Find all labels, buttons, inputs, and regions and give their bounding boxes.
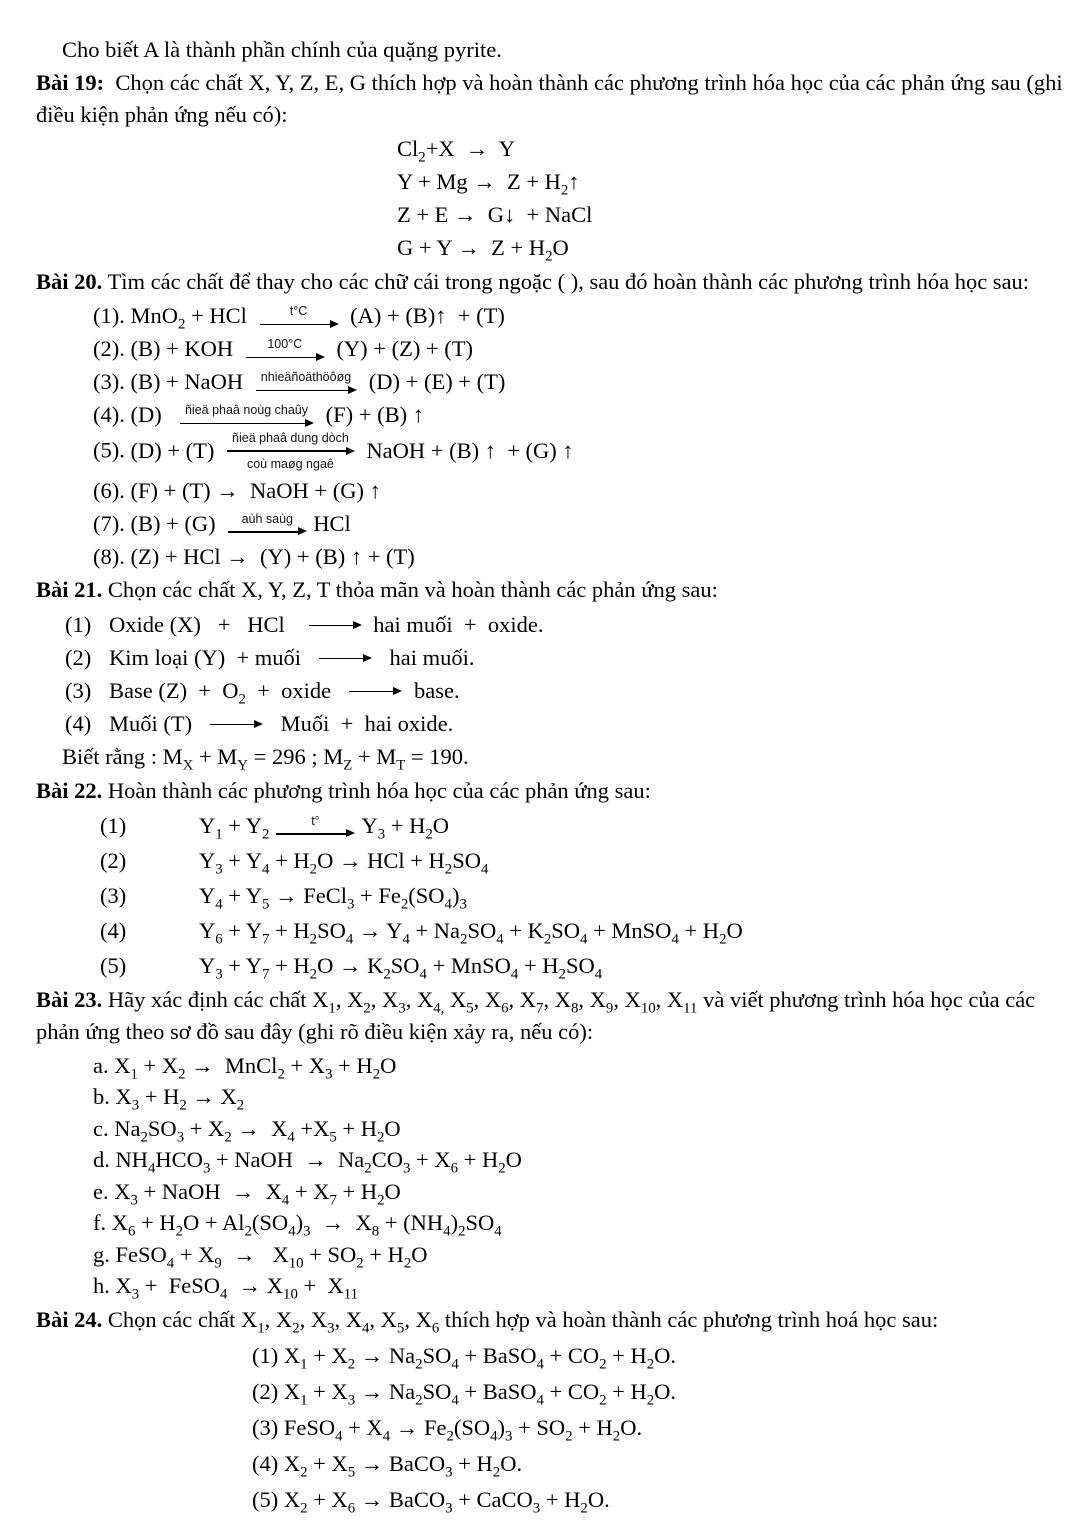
subscript: 2 (383, 966, 391, 983)
equation-formula: FeSO$_4$ + $X_4 \to Fe_2(SO_4)_3 + SO_2 + H_2O$. (278, 1414, 643, 1445)
subscript: 3 (303, 1223, 311, 1240)
equation-line (93, 432, 1063, 473)
subscript: 9 (605, 1000, 614, 1017)
equation-formula: (Z) + HCl → (Y) + (B) ↑ + (T) (124, 543, 415, 569)
reaction-arrow-icon (256, 370, 356, 395)
equation-number: c. (93, 1115, 109, 1141)
subscript: 3 (459, 896, 467, 913)
subscript: 1 (215, 826, 223, 843)
equation-number: (1) (100, 812, 127, 838)
subscript: 3 (130, 1192, 138, 1209)
subscript: T (396, 757, 406, 774)
equation-line (397, 199, 1063, 231)
subscript: 4 (451, 1392, 459, 1409)
subscript: 4 (345, 931, 354, 948)
equation-list (100, 809, 1063, 982)
equation-number: (4). (93, 402, 125, 427)
equation-formula: $Y_6 + Y_7 + H_2SO_4 \to Y_4 + Na_2SO_4 + K_2SO_4$ + MnSO$_4$ + $H_2O$ (199, 917, 743, 948)
subscript: 3 (176, 1129, 185, 1146)
subscript: 3 (131, 1097, 140, 1114)
equation-number: d. (93, 1147, 110, 1173)
arrow-condition-top: aùh saùg (241, 511, 294, 526)
subscript: 4 (262, 861, 270, 878)
reaction-arrow-icon (319, 654, 371, 664)
sections-container (36, 67, 1069, 1518)
equation-list (62, 608, 1063, 774)
subscript: 4 (490, 1428, 498, 1445)
subscript: 3 (325, 1066, 333, 1083)
equation-number: g. (93, 1241, 110, 1267)
equation-number: h. (93, 1273, 110, 1299)
subscript: 4 (536, 1356, 544, 1373)
section-label: Bài 21. (36, 576, 103, 602)
arrow-shaft (227, 446, 354, 456)
subscript: 2 (543, 931, 552, 948)
equation-number: (4) (65, 710, 92, 736)
equation-number: (6). (93, 477, 125, 503)
subscript: 4 (494, 1223, 502, 1240)
subscript: 2 (238, 691, 246, 708)
equation-line (93, 1270, 1063, 1302)
subscript: 2 (599, 1356, 607, 1373)
subscript: 3 (202, 1160, 211, 1177)
subscript: 7 (262, 966, 270, 983)
subscript: 4 (510, 966, 519, 983)
subscript: 4 (671, 931, 679, 948)
subscript: 4 (335, 1428, 343, 1445)
reaction-arrow-icon (227, 431, 354, 472)
equation-formula: $Y_3 + Y_4 + H_2O$ → HCl + $H_2SO_4$ (199, 847, 489, 878)
reaction-arrow-icon (349, 687, 401, 697)
subscript: 2 (646, 1392, 655, 1409)
equation-line (65, 674, 1063, 707)
equation-number: e. (93, 1178, 109, 1204)
arrow-shaft (276, 829, 354, 839)
subscript: 2 (580, 1500, 588, 1517)
subscript: 8 (371, 1223, 380, 1240)
subscript: 2 (244, 1223, 252, 1240)
subscript: 3 (505, 1428, 513, 1445)
subscript: 3 (327, 1320, 335, 1337)
subscript: 2 (309, 966, 318, 983)
equation-line (93, 1113, 1063, 1145)
subscript: 1 (130, 1066, 138, 1083)
subscript: Y (237, 757, 249, 774)
subscript: 2 (178, 1066, 186, 1083)
equation-formula: $Y + Mg \to Z + H_2↑$ (397, 169, 580, 199)
section-bai21 (36, 574, 1063, 773)
equation-formula: $G + Y \to Z + H_2O$ (397, 235, 569, 265)
subscript: 2 (309, 861, 318, 878)
section-heading (36, 1304, 1063, 1336)
equation-formula: $X_2 + X_5$ → BaCO$_3$ + $H_2O$. (278, 1450, 523, 1481)
equation-formula: Kim loại (Y) + muối hai muối. (109, 644, 475, 670)
equation-formula: $Cl_2+X \to Y$ (397, 136, 516, 166)
arrow-shaft (309, 621, 361, 631)
subscript: 2 (376, 1129, 385, 1146)
section-label: Bài 22. (36, 777, 103, 803)
subscript: 2 (400, 896, 409, 913)
reaction-arrow-icon (228, 512, 306, 537)
subscript: 2 (565, 1428, 573, 1445)
subscript: 6 (431, 1320, 440, 1337)
equation-formula: (D) ñieä phaâ noùg chaûy (F) + (B) ↑ (124, 402, 424, 427)
equation-formula: $NH_4HCO_3$ + NaOH → $Na_2CO_3 + X_6 + H_2O$ (109, 1147, 522, 1177)
arrow-shaft (260, 320, 338, 330)
section-heading (36, 775, 1063, 807)
equation-formula: (B) + KOH 100°C (Y) + (Z) + (T) (124, 336, 474, 361)
reaction-arrow-icon (276, 814, 354, 839)
subscript: 2 (458, 1223, 466, 1240)
section-bai22 (36, 775, 1063, 982)
subscript: 2 (403, 1255, 412, 1272)
equation-line (93, 1176, 1063, 1208)
equation-line (93, 333, 1063, 364)
subscript: 9 (214, 1255, 222, 1272)
equation-line (93, 300, 1063, 331)
subscript: 3 (347, 1392, 356, 1409)
subscript: 1 (257, 1320, 265, 1337)
subscript: 5 (262, 896, 270, 913)
subscript: 11 (683, 1000, 698, 1017)
reaction-arrow-icon (246, 337, 324, 362)
section-heading-text: Chọn các chất X, Y, Z, E, G thích hợp và hoàn thành các phương trình hóa học của các phản ứng sau (ghi điều kiện phản ứng nếu có): (36, 70, 1069, 127)
equation-formula: (B) + NaOH nhieäñoäthöôøg (D) + (E) + (T) (124, 369, 506, 394)
arrow-shaft (228, 527, 306, 537)
equation-line (93, 366, 1063, 397)
arrow-condition-top: nhieäñoäthöôøg (260, 370, 352, 385)
equation-number: (4) (100, 917, 127, 943)
subscript: 2 (558, 966, 566, 983)
subscript: 1 (328, 1000, 336, 1017)
section-heading (36, 67, 1069, 131)
equation-line (65, 608, 1063, 641)
subscript: 2 (492, 1464, 501, 1481)
section-label: Bài 20. (36, 269, 103, 294)
subscript: 4 (402, 931, 410, 948)
equation-formula: Z + E → G↓ + NaCl (397, 202, 593, 227)
equation-number: (2). (93, 336, 125, 361)
subscript: 2 (418, 149, 426, 166)
subscript: 3 (377, 826, 386, 843)
subscript: 3 (346, 896, 355, 913)
equation-line (93, 1081, 1063, 1113)
intro-line: Cho biết A là thành phần chính của quặng pyrite. (62, 37, 502, 62)
subscript: 2 (415, 1356, 423, 1373)
subscript: 2 (179, 1097, 187, 1114)
subscript: 2 (444, 861, 453, 878)
subscript: 2 (425, 826, 433, 843)
subscript: 4 (361, 1320, 370, 1337)
reaction-arrow-icon (210, 720, 262, 730)
equation-line (252, 1446, 1063, 1482)
section-heading-text: Hoàn thành các phương trình hóa học của các phản ứng sau: (102, 777, 651, 803)
equation-number: (1). (93, 303, 125, 328)
reaction-arrow-icon (180, 403, 313, 428)
subscript: 2 (277, 1066, 285, 1083)
equation-formula: MnO$_2$ + HCl t°C (A) + (B)↑ + (T) (124, 303, 505, 333)
arrow-condition-top: ñieä phaâ noùg chaûy (184, 403, 309, 418)
equation-formula: $X_3$ + NaOH → $X_4 + X_7 + H_2O$ (108, 1178, 401, 1209)
subscript: 2 (292, 1320, 300, 1337)
subscript: 3 (215, 966, 223, 983)
section-heading-text: Chọn các chất X, Y, Z, T thỏa mãn và hoàn thành các phản ứng sau: (102, 576, 718, 602)
equation-formula: (B) + (G) aùh saùg HCl (124, 510, 351, 536)
subscript: 5 (396, 1320, 405, 1337)
equation-line (100, 949, 1063, 982)
subscript: 2 (309, 931, 318, 948)
subscript: 2 (372, 1066, 381, 1083)
subscript: 2 (415, 1392, 423, 1409)
subscript: 5 (466, 1000, 474, 1017)
equation-line (93, 1207, 1063, 1239)
subscript: 2 (224, 1129, 232, 1146)
equation-line (93, 399, 1063, 430)
equation-line (252, 1374, 1063, 1410)
subscript: 4 (281, 1192, 290, 1209)
subscript: 4 (480, 861, 489, 878)
equation-line (93, 508, 1063, 539)
equation-number: (5) (100, 952, 127, 978)
subscript: 4 (288, 1223, 296, 1240)
subscript: 1 (300, 1392, 308, 1409)
subscript: 2 (719, 931, 727, 948)
subscript: 6 (128, 1223, 136, 1240)
subscript: 2 (612, 1428, 621, 1445)
subscript: 10 (288, 1255, 304, 1272)
subscript: 2 (347, 1356, 356, 1373)
arrow-shaft (349, 687, 401, 697)
arrow-condition-top: t° (311, 813, 320, 828)
subscript: 10 (640, 1000, 656, 1017)
subscript: 2 (140, 1129, 148, 1146)
equation-line (93, 541, 1063, 572)
reaction-arrow-icon (309, 621, 361, 631)
equation-line (93, 1239, 1063, 1271)
equation-number: (1) (252, 1342, 279, 1368)
subscript: 4 (536, 1392, 544, 1409)
subscript: 4 (451, 1356, 459, 1373)
equation-line (397, 133, 1063, 165)
subscript: 2 (175, 1223, 184, 1240)
equation-line (100, 879, 1063, 912)
subscript: 2 (446, 1428, 454, 1445)
subscript: 4 (580, 931, 588, 948)
equation-line (100, 844, 1063, 877)
equation-formula: $Y_1 + Y_2$ t° $Y_3 + H_2O$ (199, 812, 449, 843)
subscript: 2 (460, 931, 468, 948)
subscript: 6 (347, 1500, 356, 1517)
equation-line (252, 1410, 1063, 1446)
equation-line (397, 232, 1063, 264)
subscript: 2 (300, 1464, 308, 1481)
equation-formula: (F) + (T) → NaOH + (G) ↑ (124, 477, 381, 503)
equation-number: (4) (252, 1450, 279, 1476)
equation-list (93, 1050, 1063, 1302)
subscript: 4 (215, 896, 223, 913)
arrow-shaft (246, 353, 324, 363)
equation-number: (5). (93, 437, 125, 463)
equation-formula: $X_2 + X_6$ → BaCO$_3$ + CaCO$_3$ + $H_2O$. (278, 1486, 610, 1517)
section-heading (36, 574, 1063, 606)
subscript: 2 (178, 316, 186, 333)
equation-formula: $X_3 + H_2 \to X_2$ (109, 1084, 245, 1114)
subscript: 8 (570, 1000, 579, 1017)
equation-formula: $Y_4 + Y_5$ → FeCl$_3$ + $Fe_2(SO_4)_3$ (199, 882, 467, 913)
subscript: 4 (382, 1428, 391, 1445)
equation-number: (7). (93, 510, 125, 536)
equation-number: (2) (252, 1378, 279, 1404)
equation-line (93, 1144, 1063, 1176)
subscript: 2 (498, 1160, 506, 1177)
equation-formula: $Na_2SO_3 + X_2 \to X_4 +X_5 + H_2O$ (108, 1115, 401, 1146)
subscript: 2 (356, 1255, 364, 1272)
reaction-arrow-icon (260, 304, 338, 329)
subscript: 6 (450, 1160, 459, 1177)
section-heading (36, 266, 1063, 298)
equation-list (397, 133, 1063, 264)
equation-number: (3). (93, 369, 125, 394)
section-label: Bài 24. (36, 1306, 103, 1332)
equation-number: (3) (252, 1414, 279, 1440)
subscript: 4 (419, 966, 427, 983)
subscript: 2 (560, 182, 569, 199)
subscript: 2 (363, 1000, 371, 1017)
subscript: 2 (599, 1392, 607, 1409)
equation-list (93, 300, 1063, 572)
equation-formula: $X_1 + X_2 \to Na_2SO_4$ + BaSO$_4$ + $CO_2 + H_2O$. (278, 1342, 677, 1373)
subscript: 2 (236, 1097, 245, 1114)
subscript: 2 (364, 1160, 372, 1177)
subscript: 3 (445, 1500, 453, 1517)
arrow-shaft (256, 386, 356, 396)
subscript: 4 (443, 1223, 451, 1240)
equation-number: (2) (65, 644, 92, 670)
subscript: 4 (220, 1286, 228, 1303)
subscript: 7 (262, 931, 270, 948)
equation-formula: $X_1 + X_3 \to Na_2SO_4$ + BaSO$_4$ + $CO_2 + H_2O$. (278, 1378, 677, 1409)
subscript: X (182, 757, 194, 774)
arrow-shaft (319, 654, 371, 664)
equation-number: (3) (100, 882, 127, 908)
subscript: 4 (287, 1129, 295, 1146)
subscript: 2 (646, 1356, 655, 1373)
section-heading-text: Chọn các chất $X_1$, $X_2$, $X_3$, $X_4$, $X_5$, $X_6$ thích hợp và hoàn thành các phương trình hoá học sau: (102, 1306, 939, 1337)
subscript: 5 (347, 1464, 356, 1481)
equation-formula: $Y_3 + Y_7 + H_2O \to K_2SO_4$ + MnSO$_4$ + $H_2SO_4$ (199, 952, 603, 983)
section-bai23 (36, 984, 1063, 1302)
subscript: 4 (148, 1160, 156, 1177)
subscript: 7 (536, 1000, 544, 1017)
subscript: 3 (398, 1000, 406, 1017)
subscript: 11 (343, 1286, 359, 1303)
equation-line (397, 166, 1063, 198)
equation-number: (3) (65, 677, 92, 703)
arrow-condition-top: 100°C (267, 337, 303, 352)
subscript: 4, (433, 1000, 445, 1017)
subscript: 6 (501, 1000, 509, 1017)
subscript: 2 (262, 826, 270, 843)
subscript: 2 (545, 248, 553, 265)
equation-formula: (D) + (T) ñieä phaâ dung dòch coù maøg ngaê NaOH + (B) ↑ + (G) ↑ (124, 431, 574, 472)
subscript: 4 (444, 896, 452, 913)
subscript: 4 (594, 966, 603, 983)
equation-number: a. (93, 1052, 109, 1078)
subscript: Z (343, 757, 353, 774)
arrow-condition-bottom: coù maøg ngaê (246, 457, 334, 472)
subscript: 4 (496, 931, 504, 948)
subscript: 1 (300, 1356, 308, 1373)
subscript: 10 (283, 1286, 298, 1303)
equation-line (252, 1482, 1063, 1518)
equation-formula: Oxide (X) + HCl hai muối + oxide. (109, 611, 544, 637)
equation-formula: $X_1 + X_2$ → MnCl$_2$ + $X_3 + H_2O$ (108, 1052, 397, 1083)
subscript: 3 (532, 1500, 541, 1517)
equation-formula: Biết rằng : $M_X + M_Y = 296$ ; $M_Z + M_T = 190$. (62, 743, 469, 774)
equation-formula: Muối (T) Muối + hai oxide. (109, 710, 454, 736)
section-label: Bài 19: (36, 70, 105, 95)
arrow-shaft (180, 419, 313, 429)
equation-number: (2) (100, 847, 127, 873)
arrow-condition-top: t°C (289, 304, 308, 319)
equation-line (65, 707, 1063, 740)
section-bai19 (36, 67, 1069, 265)
section-bai24 (36, 1304, 1063, 1518)
equation-list (252, 1338, 1063, 1518)
subscript: 3 (402, 1160, 411, 1177)
equation-formula: Base $(Z) + O_2$ + oxide base. (109, 677, 460, 708)
equation-line (100, 809, 1063, 842)
equation-number: (5) (252, 1486, 279, 1512)
equation-number: (8). (93, 543, 125, 569)
section-heading (36, 984, 1063, 1048)
equation-line (93, 475, 1063, 506)
section-heading-text: Tìm các chất để thay cho các chữ cái trong ngoặc ( ), sau đó hoàn thành các phương trình hóa học sau: (102, 269, 1030, 294)
subscript: 2 (300, 1500, 308, 1517)
subscript: 4 (166, 1255, 175, 1272)
subscript: 2 (377, 1192, 385, 1209)
subscript: 5 (329, 1129, 337, 1146)
equation-line (100, 914, 1063, 947)
subscript: 3 (445, 1464, 453, 1481)
subscript: 3 (131, 1286, 140, 1303)
equation-line (65, 641, 1063, 674)
section-label: Bài 23. (36, 986, 103, 1012)
subscript: 7 (329, 1192, 337, 1209)
equation-number: f. (93, 1210, 107, 1236)
equation-formula: $X_6 + H_2O + Al_2(SO_4)_3 \to X_8 + (NH_4)_2SO_4$ (106, 1210, 502, 1240)
equation-line (93, 1050, 1063, 1082)
subscript: 3 (215, 861, 223, 878)
equation-line (252, 1338, 1063, 1374)
subscript: 6 (215, 931, 223, 948)
section-heading-text: Hãy xác định các chất $X_1$, $X_2$, $X_3$, $X_{4,}$ $X_5$, $X_6$, $X_7$, $X_8$, $X_9$, $X_{10}$, $X_{11}$ và viết phương trình hóa học của các phản ứng theo sơ đồ sau đây (ghi rõ điều kiện xảy ra, nếu có): (36, 986, 1041, 1044)
equation-number: (1) (65, 611, 92, 637)
equation-formula: FeSO$_4$ + $X_9 \to X_{10} + SO_2 + H_2O$ (109, 1241, 428, 1272)
arrow-condition-top: ñieä phaâ dung dòch (232, 431, 349, 445)
equation-number: b. (93, 1084, 110, 1110)
equation-formula: $X_3$ + FeSO$_4$ → $X_{10} + X_{11}$ (109, 1273, 359, 1303)
arrow-shaft (210, 720, 262, 730)
note-line (62, 740, 1063, 773)
section-bai20 (36, 266, 1063, 572)
